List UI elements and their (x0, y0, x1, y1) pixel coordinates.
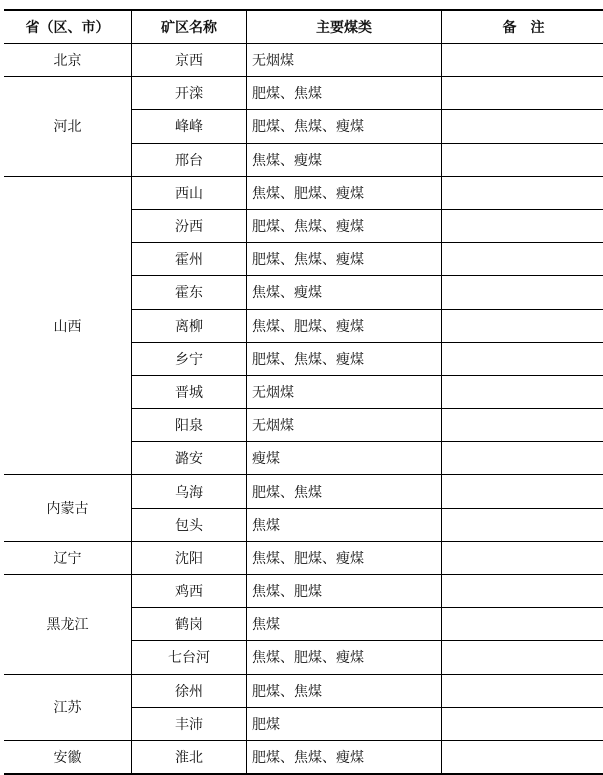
remarks-cell (442, 740, 603, 774)
coal-types-cell: 肥煤 (247, 707, 442, 740)
province-cell: 辽宁 (4, 541, 132, 574)
remarks-cell (442, 442, 603, 475)
mining-area-cell: 邢台 (132, 143, 247, 176)
remarks-cell (442, 375, 603, 408)
remarks-cell (442, 608, 603, 641)
coal-types-cell: 无烟煤 (247, 44, 442, 77)
coal-types-cell: 肥煤、焦煤、瘦煤 (247, 342, 442, 375)
remarks-cell (442, 541, 603, 574)
province-cell: 安徽 (4, 740, 132, 774)
mining-area-cell: 晋城 (132, 375, 247, 408)
mining-area-cell: 淮北 (132, 740, 247, 774)
coal-types-cell: 无烟煤 (247, 409, 442, 442)
table-row (4, 77, 603, 110)
remarks-cell (442, 508, 603, 541)
mining-area-cell: 开滦 (132, 77, 247, 110)
coal-types-cell: 肥煤、焦煤、瘦煤 (247, 209, 442, 242)
remarks-cell (442, 707, 603, 740)
remarks-cell (442, 276, 603, 309)
mining-area-cell: 七台河 (132, 641, 247, 674)
remarks-cell (442, 575, 603, 608)
table-row (4, 674, 603, 707)
mining-area-cell: 霍东 (132, 276, 247, 309)
remarks-cell (442, 475, 603, 508)
coal-types-cell: 焦煤、肥煤、瘦煤 (247, 641, 442, 674)
mining-area-cell: 峰峰 (132, 110, 247, 143)
header-remarks: 备 注 (442, 10, 603, 44)
coal-types-cell: 焦煤 (247, 508, 442, 541)
table-row (4, 44, 603, 77)
remarks-cell (442, 176, 603, 209)
remarks-cell (442, 641, 603, 674)
province-cell: 河北 (4, 77, 132, 177)
coal-types-cell: 焦煤、瘦煤 (247, 143, 442, 176)
remarks-cell (442, 674, 603, 707)
coal-types-cell: 肥煤、焦煤、瘦煤 (247, 243, 442, 276)
table-row (4, 475, 603, 508)
coal-types-cell: 焦煤、肥煤、瘦煤 (247, 541, 442, 574)
coal-types-table (4, 9, 603, 775)
mining-area-cell: 潞安 (132, 442, 247, 475)
header-coal-types: 主要煤类 (247, 10, 442, 44)
remarks-cell (442, 77, 603, 110)
coal-types-cell: 肥煤、焦煤 (247, 674, 442, 707)
mining-area-cell: 包头 (132, 508, 247, 541)
mining-area-cell: 西山 (132, 176, 247, 209)
header-province: 省（区、市） (4, 10, 132, 44)
mining-area-cell: 乌海 (132, 475, 247, 508)
coal-types-cell: 肥煤、焦煤、瘦煤 (247, 740, 442, 774)
province-cell: 江苏 (4, 674, 132, 740)
coal-types-cell: 瘦煤 (247, 442, 442, 475)
province-cell: 北京 (4, 44, 132, 77)
mining-area-cell: 沈阳 (132, 541, 247, 574)
coal-types-cell: 无烟煤 (247, 375, 442, 408)
remarks-cell (442, 243, 603, 276)
remarks-cell (442, 409, 603, 442)
coal-types-cell: 焦煤、肥煤 (247, 575, 442, 608)
mining-area-cell: 鹤岗 (132, 608, 247, 641)
table-body (4, 44, 603, 775)
header-mining-area: 矿区名称 (132, 10, 247, 44)
coal-types-cell: 焦煤、瘦煤 (247, 276, 442, 309)
remarks-cell (442, 209, 603, 242)
table-row (4, 176, 603, 209)
header-row (4, 10, 603, 44)
mining-area-cell: 离柳 (132, 309, 247, 342)
province-cell: 内蒙古 (4, 475, 132, 541)
remarks-cell (442, 309, 603, 342)
coal-types-cell: 焦煤、肥煤、瘦煤 (247, 176, 442, 209)
province-cell: 山西 (4, 176, 132, 475)
remarks-cell (442, 143, 603, 176)
mining-area-cell: 京西 (132, 44, 247, 77)
mining-area-cell: 霍州 (132, 243, 247, 276)
mining-area-cell: 鸡西 (132, 575, 247, 608)
coal-types-cell: 焦煤、肥煤、瘦煤 (247, 309, 442, 342)
mining-area-cell: 汾西 (132, 209, 247, 242)
mining-area-cell: 阳泉 (132, 409, 247, 442)
mining-area-cell: 徐州 (132, 674, 247, 707)
coal-types-cell: 肥煤、焦煤、瘦煤 (247, 110, 442, 143)
table-row (4, 541, 603, 574)
remarks-cell (442, 44, 603, 77)
table-row (4, 740, 603, 774)
remarks-cell (442, 342, 603, 375)
mining-area-cell: 乡宁 (132, 342, 247, 375)
remarks-cell (442, 110, 603, 143)
province-cell: 黑龙江 (4, 575, 132, 675)
coal-types-cell: 肥煤、焦煤 (247, 475, 442, 508)
coal-types-cell: 焦煤 (247, 608, 442, 641)
coal-types-cell: 肥煤、焦煤 (247, 77, 442, 110)
table-row (4, 575, 603, 608)
mining-area-cell: 丰沛 (132, 707, 247, 740)
